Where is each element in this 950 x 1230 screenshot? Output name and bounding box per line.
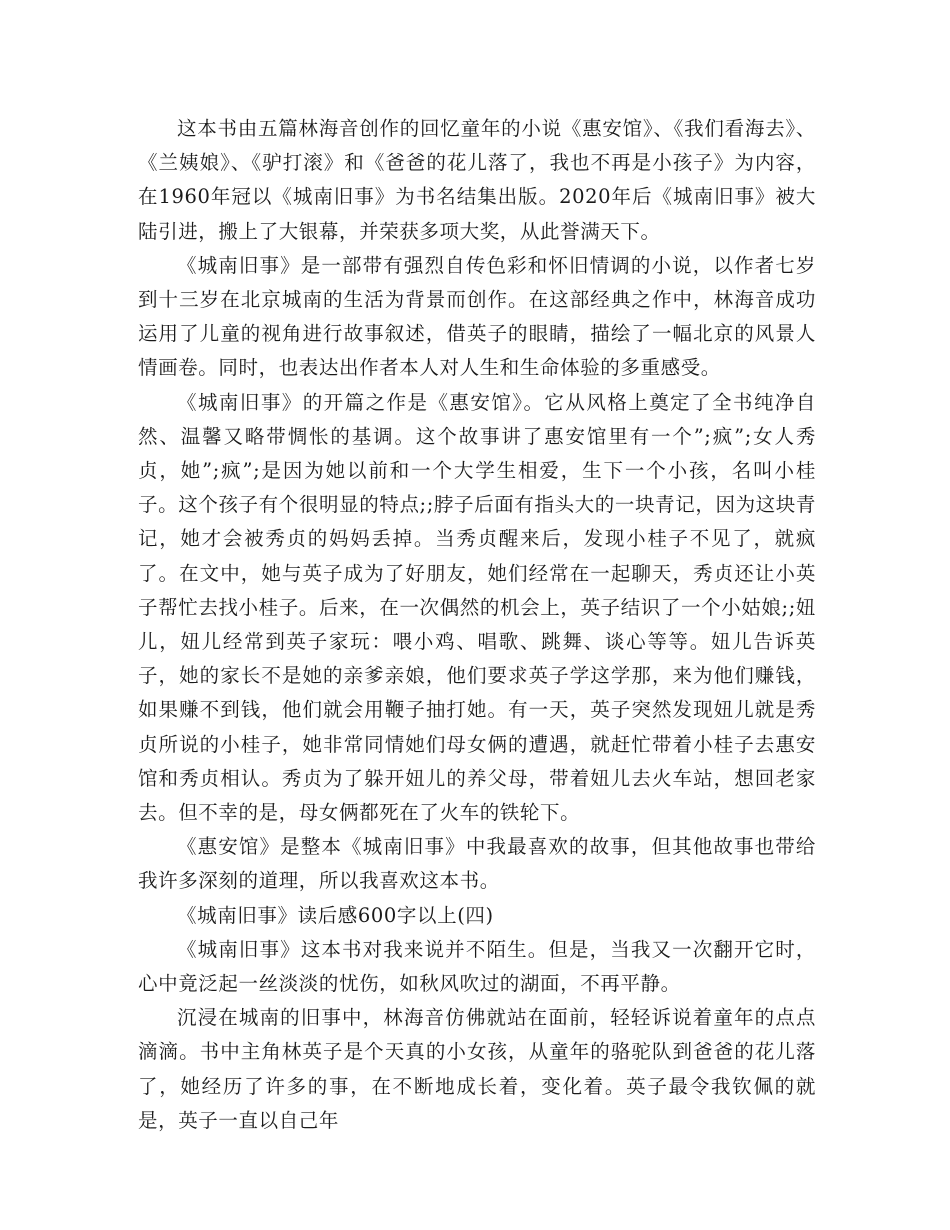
section-heading: 《城南旧事》读后感600字以上(四) [177,903,494,927]
paragraph-huianguan: 《城南旧事》的开篇之作是《惠安馆》。它从风格上奠定了全书纯净自然、温馨又略带惆怅的基调。这个故事讲了惠安馆里有一个”;疯”;女人秀贞，她”;疯”;是因为她以前和一个大学生相爱，生下一个小孩，名叫小桂子。这个孩子有个很明显的特点;;脖子后面有指头大的一块青记，因为这块青记，她才会被秀贞的妈妈丢掉。当秀贞醒来后，发现小桂子不见了，就疯了。在文中，她与英子成为了好朋友，她们经常在一起聊天，秀贞还让小英子帮忙去找小桂子。后来，在一次偶然的机会上，英子结识了一个小姑娘;;妞儿，妞儿经常到英子家玩：喂小鸡、唱歌、跳舞、谈心等等。妞儿告诉英子，她的家长不是她的亲爹亲娘，他们要求英子学这学那，来为他们赚钱，如果赚不到钱，他们就会用鞭子抽打她。有一天，英子突然发现妞儿就是秀贞所说的小桂子，她非常同情她们母女俩的遭遇，就赶忙带着小桂子去惠安馆和秀贞相认。秀贞为了躲开妞儿的养父母，带着妞儿去火车站，想回老家去。但不幸的是，母女俩都死在了火车的铁轮下。 [138,390,816,825]
document-body [138,112,816,1138]
paragraph-familiar: 《城南旧事》这本书对我来说并不陌生。但是，当我又一次翻开它时，心中竟泛起一丝淡淡的忧伤，如秋风吹过的湖面，不再平静。 [138,937,816,996]
paragraph-intro: 这本书由五篇林海音创作的回忆童年的小说《惠安馆》、《我们看海去》、《兰姨娘》、《驴打滚》和《爸爸的花儿落了，我也不再是小孩子》为内容，在1960年冠以《城南旧事》为书名结集出版。2020年后《城南旧事》被大陆引进，搬上了大银幕，并荣获多项大奖，从此誉满天下。 [138,117,816,243]
paragraph-favorite: 《惠安馆》是整本《城南旧事》中我最喜欢的故事，但其他故事也带给我许多深刻的道理，所以我喜欢这本书。 [138,835,816,893]
paragraph-immersed: 沉浸在城南的旧事中，林海音仿佛就站在面前，轻轻诉说着童年的点点滴滴。书中主角林英子是个天真的小女孩，从童年的骆驼队到爸爸的花儿落了，她经历了许多的事，在不断地成长着，变化着。英子最令我钦佩的就是，英子一直以自己年 [138,1006,816,1132]
paragraph-overview: 《城南旧事》是一部带有强烈自传色彩和怀旧情调的小说，以作者七岁到十三岁在北京城南的生活为背景而创作。在这部经典之作中，林海音成功运用了儿童的视角进行故事叙述，借英子的眼睛，描绘了一幅北京的风景人情画卷。同时，也表达出作者本人对人生和生命体验的多重感受。 [138,253,816,380]
